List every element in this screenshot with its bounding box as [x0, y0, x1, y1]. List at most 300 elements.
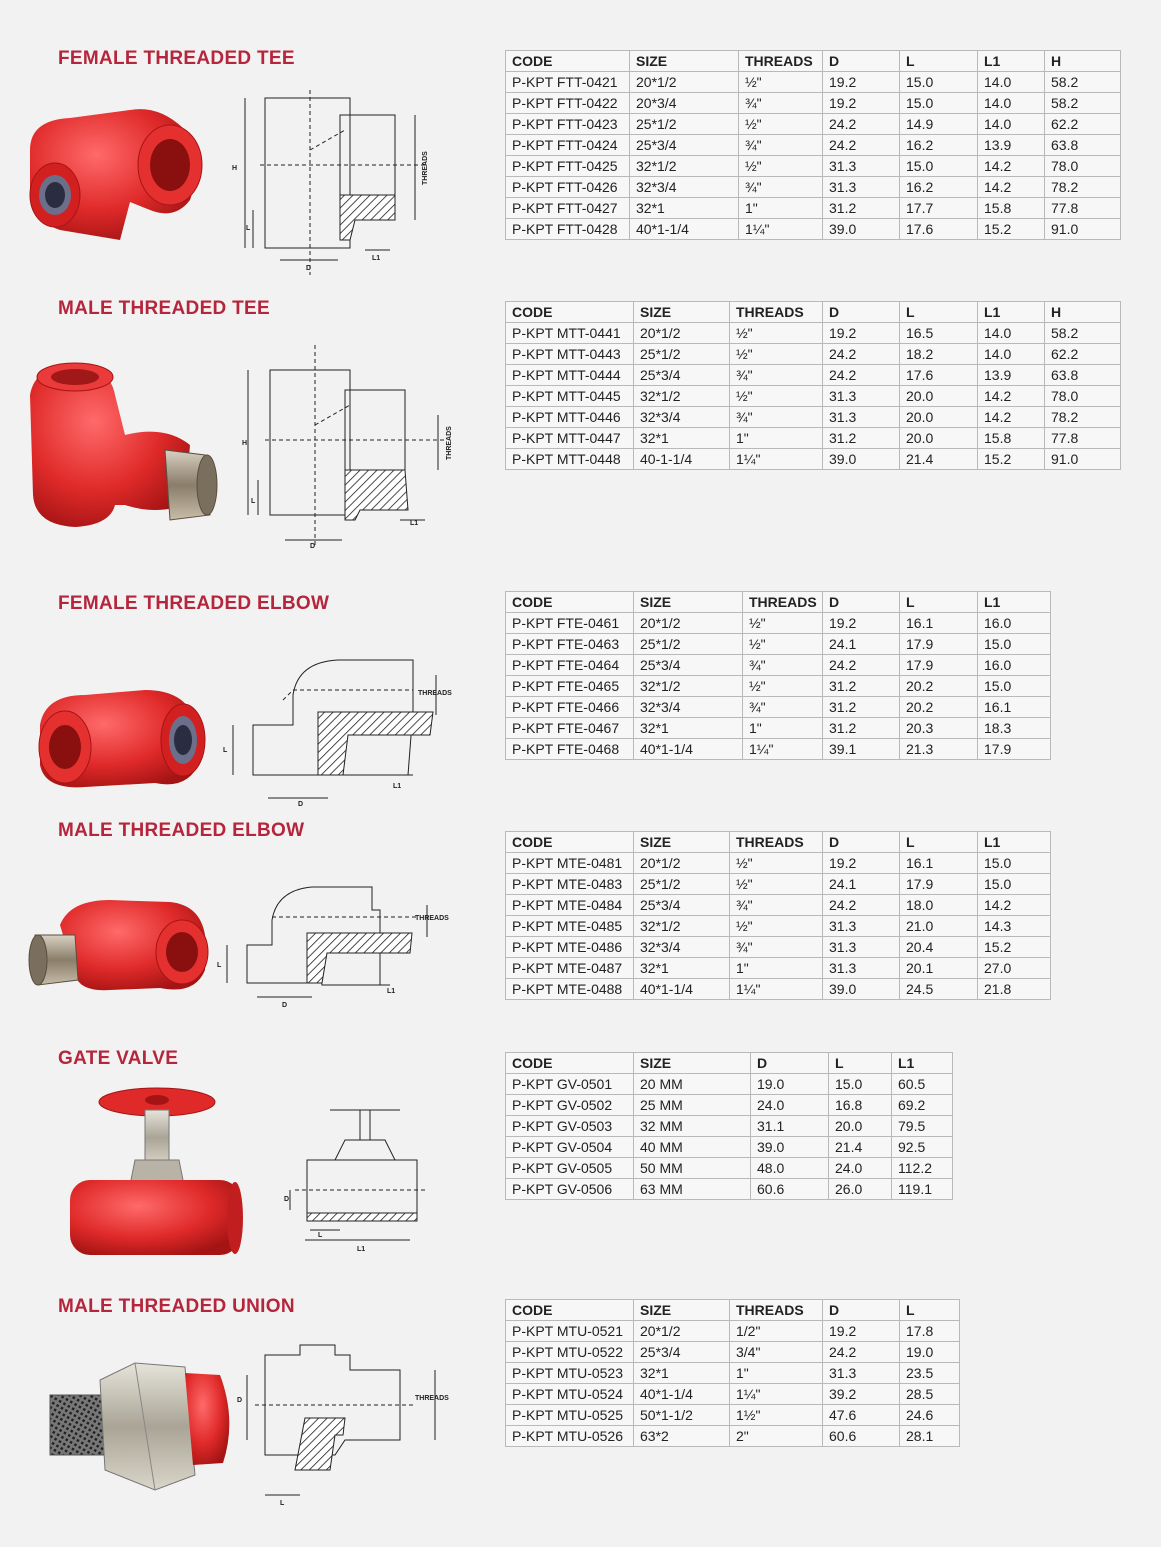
col-d: D [823, 592, 900, 613]
table-cell: 19.2 [823, 72, 900, 93]
table-row [506, 1074, 953, 1095]
table-cell: ½" [739, 72, 823, 93]
table-cell: 24.0 [751, 1095, 829, 1116]
table-cell: 24.2 [823, 655, 900, 676]
table-cell: P-KPT FTT-0422 [506, 93, 630, 114]
table-cell: 39.0 [751, 1137, 829, 1158]
table-cell: 1¼" [730, 979, 823, 1000]
table-cell: 25*1/2 [634, 344, 730, 365]
table-row [506, 979, 1051, 1000]
table-cell: 50*1-1/2 [634, 1405, 730, 1426]
table-row [506, 1342, 960, 1363]
table-cell: 63 MM [634, 1179, 751, 1200]
table-cell: ½" [739, 156, 823, 177]
table-cell: P-KPT FTE-0467 [506, 718, 634, 739]
table-cell: 77.8 [1045, 428, 1121, 449]
table-cell: 25*3/4 [634, 1342, 730, 1363]
table-cell: 31.2 [823, 697, 900, 718]
table-cell: 20.2 [900, 697, 978, 718]
table-cell: 18.0 [900, 895, 978, 916]
table-cell: 17.9 [900, 634, 978, 655]
table-row [506, 874, 1051, 895]
table-cell: 16.5 [900, 323, 978, 344]
table-row [506, 93, 1121, 114]
dimension-label: D [298, 801, 304, 808]
dimension-label: D [306, 265, 312, 272]
table-cell: P-KPT FTT-0421 [506, 72, 630, 93]
section-title-male-threaded-union: MALE THREADED UNION [58, 1296, 295, 1317]
table-cell: 17.9 [900, 655, 978, 676]
table-row [506, 1179, 953, 1200]
col-d: D [823, 51, 900, 72]
table-cell: ¾" [739, 135, 823, 156]
table-cell: 18.3 [978, 718, 1051, 739]
table-cell: P-KPT GV-0502 [506, 1095, 634, 1116]
col-code: CODE [506, 592, 634, 613]
table-cell: P-KPT MTT-0444 [506, 365, 634, 386]
table-cell: 17.9 [978, 739, 1051, 760]
table-cell: 32*1 [634, 1363, 730, 1384]
table-cell: 69.2 [892, 1095, 953, 1116]
col-threads: THREADS [730, 1300, 823, 1321]
table-row [506, 1426, 960, 1447]
table-cell: P-KPT MTE-0488 [506, 979, 634, 1000]
col-d: D [823, 302, 900, 323]
col-size: SIZE [634, 302, 730, 323]
table-row [506, 114, 1121, 135]
table-cell: 40*1-1/4 [634, 739, 743, 760]
table-cell: P-KPT MTU-0522 [506, 1342, 634, 1363]
table-cell: 14.2 [978, 177, 1045, 198]
table-cell: 79.5 [892, 1116, 953, 1137]
table-cell: 32*1/2 [634, 916, 730, 937]
col-threads: THREADS [739, 51, 823, 72]
table-row [506, 1321, 960, 1342]
table-cell: 24.6 [900, 1405, 960, 1426]
table-row [506, 344, 1121, 365]
table-cell: 31.2 [823, 198, 900, 219]
table-cell: 15.0 [900, 93, 978, 114]
table-cell: 14.2 [978, 156, 1045, 177]
table-cell: ¾" [739, 93, 823, 114]
table-cell: 24.1 [823, 874, 900, 895]
table-cell: ¾" [730, 407, 823, 428]
table-cell: 19.2 [823, 1321, 900, 1342]
table-row [506, 655, 1051, 676]
table-row [506, 739, 1051, 760]
table-cell: 58.2 [1045, 93, 1121, 114]
table-cell: P-KPT MTT-0443 [506, 344, 634, 365]
table-cell: 1" [743, 718, 823, 739]
table-cell: 60.6 [823, 1426, 900, 1447]
table-cell: 31.3 [823, 1363, 900, 1384]
table-cell: 31.3 [823, 386, 900, 407]
table-cell: 15.2 [978, 449, 1045, 470]
table-cell: 63*2 [634, 1426, 730, 1447]
gate-valve-photo [65, 1080, 245, 1260]
table-cell: 15.0 [900, 156, 978, 177]
table-cell: 20*3/4 [630, 93, 739, 114]
table-cell: 119.1 [892, 1179, 953, 1200]
table-row [506, 72, 1121, 93]
table-cell: 14.0 [978, 344, 1045, 365]
female-threaded-elbow-photo [25, 665, 215, 795]
table-cell: 1/2" [730, 1321, 823, 1342]
table-cell: 16.0 [978, 655, 1051, 676]
table-cell: 31.2 [823, 428, 900, 449]
table-cell: 14.9 [900, 114, 978, 135]
col-d: D [823, 832, 900, 853]
female-threaded-tee-photo [10, 90, 210, 240]
table-cell: 32*3/4 [634, 937, 730, 958]
table-cell: 25*1/2 [634, 634, 743, 655]
table-cell: ¾" [739, 177, 823, 198]
col-size: SIZE [634, 592, 743, 613]
table-row [506, 177, 1121, 198]
table-row [506, 853, 1051, 874]
col-h: H [1045, 51, 1121, 72]
col-l1: L1 [978, 832, 1051, 853]
male-threaded-tee-table [505, 301, 1121, 470]
table-cell: 1" [739, 198, 823, 219]
table-cell: ½" [730, 344, 823, 365]
table-cell: 32*1 [634, 428, 730, 449]
table-cell: P-KPT GV-0501 [506, 1074, 634, 1095]
table-row [506, 1116, 953, 1137]
table-row [506, 156, 1121, 177]
table-cell: 15.8 [978, 198, 1045, 219]
table-row [506, 958, 1051, 979]
table-cell: 40*1-1/4 [634, 1384, 730, 1405]
table-cell: 25*3/4 [634, 365, 730, 386]
table-cell: 27.0 [978, 958, 1051, 979]
table-cell: 16.8 [829, 1095, 892, 1116]
table-cell: 60.5 [892, 1074, 953, 1095]
table-cell: 16.2 [900, 177, 978, 198]
table-cell: P-KPT GV-0504 [506, 1137, 634, 1158]
col-h: H [1045, 302, 1121, 323]
table-cell: P-KPT MTT-0445 [506, 386, 634, 407]
table-cell: ½" [743, 634, 823, 655]
table-cell: 14.0 [978, 72, 1045, 93]
table-cell: 24.2 [823, 344, 900, 365]
table-cell: ¾" [730, 365, 823, 386]
table-cell: 31.1 [751, 1116, 829, 1137]
table-cell: P-KPT GV-0505 [506, 1158, 634, 1179]
col-size: SIZE [634, 1300, 730, 1321]
table-cell: 20.0 [900, 407, 978, 428]
table-cell: ½" [739, 114, 823, 135]
table-cell: 24.2 [823, 1342, 900, 1363]
table-row [506, 937, 1051, 958]
table-cell: 1¼" [739, 219, 823, 240]
table-cell: 25 MM [634, 1095, 751, 1116]
dimension-label: L1 [393, 783, 402, 790]
table-row [506, 365, 1121, 386]
table-cell: 14.0 [978, 114, 1045, 135]
table-cell: P-KPT MTU-0521 [506, 1321, 634, 1342]
table-cell: 26.0 [829, 1179, 892, 1200]
table-cell: 31.2 [823, 718, 900, 739]
table-row [506, 697, 1051, 718]
table-row [506, 1405, 960, 1426]
table-cell: P-KPT MTT-0448 [506, 449, 634, 470]
table-cell: 1¼" [730, 1384, 823, 1405]
table-cell: 91.0 [1045, 219, 1121, 240]
table-cell: P-KPT MTE-0486 [506, 937, 634, 958]
dimension-label: L1 [357, 1246, 366, 1253]
dimension-label: THREADS [446, 426, 453, 460]
table-cell: 16.2 [900, 135, 978, 156]
table-cell: 32*1 [630, 198, 739, 219]
table-cell: P-KPT FTT-0427 [506, 198, 630, 219]
table-cell: 19.2 [823, 613, 900, 634]
table-cell: 15.2 [978, 937, 1051, 958]
col-l1: L1 [892, 1053, 953, 1074]
table-cell: 20*1/2 [630, 72, 739, 93]
col-l1: L1 [978, 592, 1051, 613]
table-cell: 32*3/4 [634, 697, 743, 718]
table-cell: P-KPT FTT-0426 [506, 177, 630, 198]
col-code: CODE [506, 1300, 634, 1321]
table-cell: 23.5 [900, 1363, 960, 1384]
table-cell: 16.1 [978, 697, 1051, 718]
table-row [506, 428, 1121, 449]
dimension-label: L [251, 498, 256, 505]
col-l1: L1 [978, 51, 1045, 72]
table-cell: 20.1 [900, 958, 978, 979]
table-cell: 62.2 [1045, 114, 1121, 135]
table-cell: 15.2 [978, 219, 1045, 240]
dimension-label: H [242, 440, 248, 447]
table-cell: 14.2 [978, 386, 1045, 407]
table-row [506, 1363, 960, 1384]
table-cell: 32*1/2 [634, 676, 743, 697]
table-cell: P-KPT FTE-0468 [506, 739, 634, 760]
table-cell: P-KPT FTE-0463 [506, 634, 634, 655]
table-cell: P-KPT MTE-0484 [506, 895, 634, 916]
dimension-label: L [280, 1500, 285, 1507]
male-threaded-tee-drawing [230, 345, 465, 555]
table-cell: 20*1/2 [634, 1321, 730, 1342]
table-row [506, 1384, 960, 1405]
dimension-label: THREADS [415, 1395, 449, 1402]
table-cell: P-KPT FTT-0428 [506, 219, 630, 240]
table-cell: 21.3 [900, 739, 978, 760]
table-cell: 14.3 [978, 916, 1051, 937]
table-cell: 24.2 [823, 114, 900, 135]
table-cell: 19.0 [751, 1074, 829, 1095]
table-cell: 19.0 [900, 1342, 960, 1363]
table-cell: ½" [730, 874, 823, 895]
table-cell: 19.2 [823, 93, 900, 114]
section-title-male-threaded-elbow: MALE THREADED ELBOW [58, 820, 305, 841]
table-row [506, 634, 1051, 655]
table-cell: 14.0 [978, 93, 1045, 114]
female-threaded-tee-drawing [220, 90, 445, 290]
dimension-label: D [282, 1002, 288, 1009]
table-cell: 39.1 [823, 739, 900, 760]
table-row [506, 386, 1121, 407]
col-l: L [829, 1053, 892, 1074]
table-cell: 2" [730, 1426, 823, 1447]
col-size: SIZE [634, 832, 730, 853]
table-cell: 17.7 [900, 198, 978, 219]
table-cell: 24.0 [829, 1158, 892, 1179]
table-cell: 28.1 [900, 1426, 960, 1447]
dimension-label: L1 [410, 520, 419, 527]
col-code: CODE [506, 1053, 634, 1074]
table-cell: 32*1 [634, 718, 743, 739]
table-cell: 78.2 [1045, 407, 1121, 428]
table-cell: 58.2 [1045, 323, 1121, 344]
table-cell: 19.2 [823, 323, 900, 344]
dimension-label: D [310, 543, 316, 550]
dimension-label: L [223, 747, 228, 754]
table-cell: P-KPT MTU-0525 [506, 1405, 634, 1426]
table-cell: 91.0 [1045, 449, 1121, 470]
table-cell: 92.5 [892, 1137, 953, 1158]
table-row [506, 718, 1051, 739]
table-cell: 17.6 [900, 219, 978, 240]
col-l1: L1 [978, 302, 1045, 323]
col-l: L [900, 592, 978, 613]
dimension-label: THREADS [418, 690, 452, 697]
table-cell: 39.0 [823, 219, 900, 240]
section-title-female-threaded-tee: FEMALE THREADED TEE [58, 48, 295, 69]
table-cell: 18.2 [900, 344, 978, 365]
col-l: L [900, 832, 978, 853]
col-threads: THREADS [730, 832, 823, 853]
table-cell: ¾" [743, 697, 823, 718]
table-cell: 58.2 [1045, 72, 1121, 93]
table-cell: 1½" [730, 1405, 823, 1426]
table-cell: 17.6 [900, 365, 978, 386]
male-threaded-elbow-drawing [212, 875, 457, 1015]
dimension-label: L [318, 1232, 323, 1239]
table-cell: 14.2 [978, 407, 1045, 428]
table-cell: 14.0 [978, 323, 1045, 344]
table-cell: 21.8 [978, 979, 1051, 1000]
table-cell: 16.0 [978, 613, 1051, 634]
table-cell: 19.2 [823, 853, 900, 874]
gate-valve-drawing [285, 1095, 450, 1260]
table-cell: ½" [743, 613, 823, 634]
table-cell: 78.0 [1045, 386, 1121, 407]
table-cell: P-KPT MTT-0446 [506, 407, 634, 428]
col-l: L [900, 1300, 960, 1321]
table-cell: P-KPT MTU-0526 [506, 1426, 634, 1447]
col-size: SIZE [634, 1053, 751, 1074]
table-cell: 1¼" [730, 449, 823, 470]
table-cell: 32*1/2 [634, 386, 730, 407]
table-cell: 78.2 [1045, 177, 1121, 198]
table-cell: P-KPT GV-0506 [506, 1179, 634, 1200]
table-cell: ¾" [730, 895, 823, 916]
table-cell: 1" [730, 1363, 823, 1384]
table-cell: 15.0 [978, 634, 1051, 655]
table-cell: P-KPT MTT-0441 [506, 323, 634, 344]
table-cell: 1" [730, 428, 823, 449]
section-title-male-threaded-tee: MALE THREADED TEE [58, 298, 270, 319]
table-cell: 25*3/4 [634, 895, 730, 916]
male-threaded-union-table [505, 1299, 960, 1447]
table-cell: 25*1/2 [630, 114, 739, 135]
table-cell: ½" [743, 676, 823, 697]
table-row [506, 449, 1121, 470]
table-cell: 13.9 [978, 365, 1045, 386]
table-cell: 20.0 [829, 1116, 892, 1137]
table-cell: ½" [730, 323, 823, 344]
table-row [506, 1158, 953, 1179]
table-cell: 78.0 [1045, 156, 1121, 177]
table-cell: 15.0 [829, 1074, 892, 1095]
female-threaded-elbow-table [505, 591, 1051, 760]
table-cell: 20.0 [900, 386, 978, 407]
table-cell: 16.1 [900, 853, 978, 874]
table-cell: 20*1/2 [634, 323, 730, 344]
table-cell: 40-1-1/4 [634, 449, 730, 470]
table-cell: P-KPT MTE-0483 [506, 874, 634, 895]
table-cell: ½" [730, 853, 823, 874]
table-cell: 14.2 [978, 895, 1051, 916]
table-cell: 31.3 [823, 937, 900, 958]
col-d: D [751, 1053, 829, 1074]
table-cell: 20*1/2 [634, 853, 730, 874]
table-cell: 21.0 [900, 916, 978, 937]
table-cell: P-KPT FTE-0465 [506, 676, 634, 697]
col-l: L [900, 51, 978, 72]
table-cell: 16.1 [900, 613, 978, 634]
section-title-gate-valve: GATE VALVE [58, 1048, 179, 1069]
table-cell: 40 MM [634, 1137, 751, 1158]
table-cell: P-KPT MTE-0485 [506, 916, 634, 937]
table-row [506, 1137, 953, 1158]
table-cell: 21.4 [829, 1137, 892, 1158]
table-cell: 3/4" [730, 1342, 823, 1363]
table-row [506, 1095, 953, 1116]
dimension-label: D [284, 1196, 290, 1203]
table-row [506, 676, 1051, 697]
table-cell: P-KPT FTE-0466 [506, 697, 634, 718]
table-cell: 32 MM [634, 1116, 751, 1137]
dimension-label: D [237, 1397, 243, 1404]
col-size: SIZE [630, 51, 739, 72]
table-cell: 24.2 [823, 365, 900, 386]
table-cell: P-KPT FTT-0423 [506, 114, 630, 135]
male-threaded-elbow-photo [20, 880, 220, 1000]
table-cell: 31.3 [823, 958, 900, 979]
table-cell: 63.8 [1045, 135, 1121, 156]
dimension-label: L [217, 962, 222, 969]
table-cell: 21.4 [900, 449, 978, 470]
table-cell: 50 MM [634, 1158, 751, 1179]
table-cell: 15.0 [900, 72, 978, 93]
col-code: CODE [506, 51, 630, 72]
table-cell: 20*1/2 [634, 613, 743, 634]
gate-valve-table [505, 1052, 953, 1200]
table-cell: 25*3/4 [630, 135, 739, 156]
table-cell: 20 MM [634, 1074, 751, 1095]
col-code: CODE [506, 832, 634, 853]
table-cell: 28.5 [900, 1384, 960, 1405]
table-cell: P-KPT FTE-0461 [506, 613, 634, 634]
table-cell: P-KPT MTT-0447 [506, 428, 634, 449]
table-row [506, 198, 1121, 219]
table-cell: 25*3/4 [634, 655, 743, 676]
table-cell: 31.3 [823, 156, 900, 177]
table-row [506, 613, 1051, 634]
